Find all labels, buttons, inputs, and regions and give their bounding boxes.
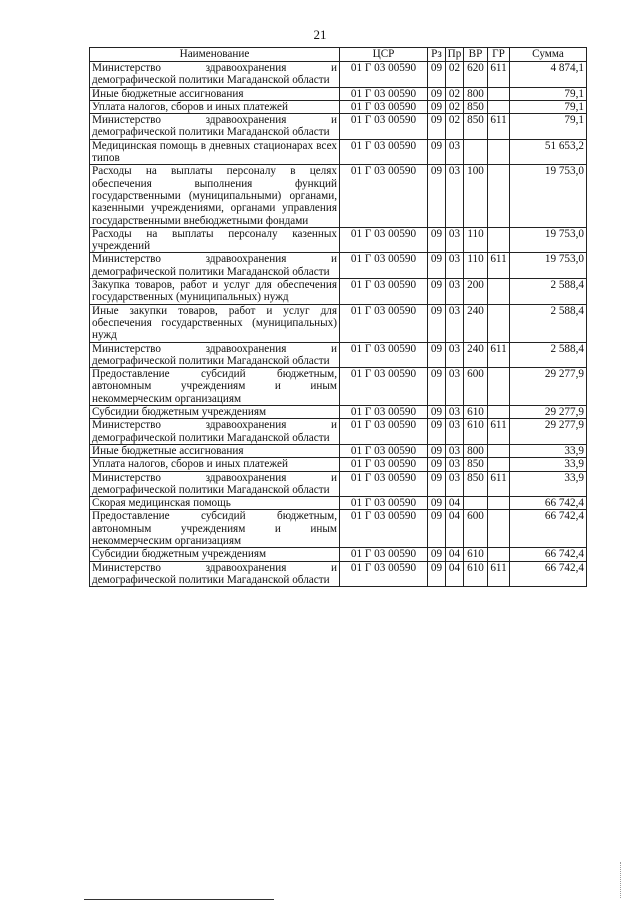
- cell-rz: 09: [428, 87, 446, 100]
- cell-name: Субсидии бюджетным учреждениям: [90, 548, 340, 561]
- cell-name: Субсидии бюджетным учреждениям: [90, 406, 340, 419]
- cell-rz: 09: [428, 419, 446, 445]
- cell-rz: 09: [428, 561, 446, 587]
- cell-csr: 01 Г 03 00590: [340, 139, 428, 165]
- cell-rz: 09: [428, 253, 446, 279]
- cell-gr: [488, 458, 510, 471]
- cell-sum: 19 753,0: [510, 253, 587, 279]
- cell-rz: 09: [428, 444, 446, 457]
- cell-vr: 600: [464, 368, 488, 406]
- header-pr: Пр: [446, 48, 464, 62]
- cell-gr: [488, 165, 510, 227]
- cell-rz: 09: [428, 279, 446, 305]
- cell-rz: 09: [428, 497, 446, 510]
- table-row: [90, 165, 587, 227]
- cell-sum: 79,1: [510, 87, 587, 100]
- cell-csr: 01 Г 03 00590: [340, 304, 428, 342]
- cell-rz: 09: [428, 548, 446, 561]
- cell-sum: 2 588,4: [510, 304, 587, 342]
- cell-csr: 01 Г 03 00590: [340, 548, 428, 561]
- cell-name: Министерство здравоохранения и демографической политики Магаданской области: [90, 342, 340, 368]
- cell-csr: 01 Г 03 00590: [340, 497, 428, 510]
- cell-pr: 03: [446, 419, 464, 445]
- cell-vr: 610: [464, 561, 488, 587]
- table-row: [90, 419, 587, 445]
- cell-gr: 611: [488, 471, 510, 497]
- header-gr: ГР: [488, 48, 510, 62]
- cell-gr: 611: [488, 253, 510, 279]
- table-row: [90, 253, 587, 279]
- cell-sum: 19 753,0: [510, 227, 587, 253]
- cell-sum: 79,1: [510, 114, 587, 140]
- header-name: Наименование: [90, 48, 340, 62]
- cell-csr: 01 Г 03 00590: [340, 342, 428, 368]
- table-row: [90, 100, 587, 113]
- footer-rule: [84, 899, 274, 900]
- cell-gr: [488, 227, 510, 253]
- cell-gr: 611: [488, 62, 510, 88]
- cell-csr: 01 Г 03 00590: [340, 114, 428, 140]
- cell-pr: 03: [446, 279, 464, 305]
- cell-vr: 800: [464, 87, 488, 100]
- table-row: [90, 406, 587, 419]
- table-row: [90, 458, 587, 471]
- cell-gr: [488, 548, 510, 561]
- cell-pr: 02: [446, 100, 464, 113]
- table-row: [90, 342, 587, 368]
- cell-pr: 03: [446, 227, 464, 253]
- header-csr: ЦСР: [340, 48, 428, 62]
- cell-pr: 03: [446, 165, 464, 227]
- cell-name: Министерство здравоохранения и демографической политики Магаданской области: [90, 253, 340, 279]
- cell-csr: 01 Г 03 00590: [340, 419, 428, 445]
- cell-name: Министерство здравоохранения и демографической политики Магаданской области: [90, 62, 340, 88]
- cell-pr: 03: [446, 444, 464, 457]
- cell-name: Уплата налогов, сборов и иных платежей: [90, 100, 340, 113]
- cell-name: Министерство здравоохранения и демографической политики Магаданской области: [90, 561, 340, 587]
- cell-vr: 240: [464, 342, 488, 368]
- cell-csr: 01 Г 03 00590: [340, 458, 428, 471]
- cell-sum: 51 653,2: [510, 139, 587, 165]
- cell-rz: 09: [428, 471, 446, 497]
- cell-pr: 03: [446, 471, 464, 497]
- cell-gr: [488, 304, 510, 342]
- cell-sum: 66 742,4: [510, 561, 587, 587]
- cell-csr: 01 Г 03 00590: [340, 165, 428, 227]
- cell-name: Предоставление субсидий бюджетным, автономным учреждениям и иным некоммерческим организациям: [90, 368, 340, 406]
- cell-pr: 04: [446, 497, 464, 510]
- table-row: [90, 548, 587, 561]
- header-rz: Рз: [428, 48, 446, 62]
- cell-name: Расходы на выплаты персоналу казенных учреждений: [90, 227, 340, 253]
- table-row: [90, 87, 587, 100]
- cell-name: Министерство здравоохранения и демографической политики Магаданской области: [90, 419, 340, 445]
- cell-gr: [488, 406, 510, 419]
- table-row: [90, 139, 587, 165]
- cell-pr: 03: [446, 458, 464, 471]
- cell-vr: 610: [464, 419, 488, 445]
- cell-pr: 03: [446, 368, 464, 406]
- cell-name: Иные закупки товаров, работ и услуг для обеспечения государственных (муниципальных) нужд: [90, 304, 340, 342]
- budget-table: [89, 47, 587, 587]
- cell-rz: 09: [428, 62, 446, 88]
- cell-gr: [488, 510, 510, 548]
- table-row: [90, 510, 587, 548]
- cell-rz: 09: [428, 342, 446, 368]
- cell-name: Уплата налогов, сборов и иных платежей: [90, 458, 340, 471]
- page-number: 21: [313, 27, 327, 42]
- cell-pr: 02: [446, 62, 464, 88]
- cell-vr: 110: [464, 253, 488, 279]
- cell-vr: 850: [464, 114, 488, 140]
- cell-vr: 110: [464, 227, 488, 253]
- cell-sum: 33,9: [510, 444, 587, 457]
- cell-sum: 33,9: [510, 458, 587, 471]
- cell-csr: 01 Г 03 00590: [340, 253, 428, 279]
- cell-gr: 611: [488, 561, 510, 587]
- cell-sum: 2 588,4: [510, 279, 587, 305]
- cell-name: Закупка товаров, работ и услуг для обеспечения государственных (муниципальных) нужд: [90, 279, 340, 305]
- cell-pr: 02: [446, 87, 464, 100]
- table-row: [90, 304, 587, 342]
- cell-csr: 01 Г 03 00590: [340, 510, 428, 548]
- table-header-row: [90, 48, 587, 62]
- cell-sum: 66 742,4: [510, 510, 587, 548]
- cell-gr: [488, 444, 510, 457]
- cell-vr: 620: [464, 62, 488, 88]
- cell-vr: 800: [464, 444, 488, 457]
- cell-name: Иные бюджетные ассигнования: [90, 87, 340, 100]
- cell-gr: [488, 279, 510, 305]
- cell-pr: 04: [446, 561, 464, 587]
- cell-rz: 09: [428, 139, 446, 165]
- cell-pr: 03: [446, 139, 464, 165]
- cell-vr: 610: [464, 406, 488, 419]
- table-row: [90, 279, 587, 305]
- cell-sum: 29 277,9: [510, 368, 587, 406]
- cell-csr: 01 Г 03 00590: [340, 471, 428, 497]
- cell-vr: 850: [464, 471, 488, 497]
- cell-sum: 33,9: [510, 471, 587, 497]
- cell-csr: 01 Г 03 00590: [340, 279, 428, 305]
- cell-sum: 66 742,4: [510, 497, 587, 510]
- table-row: [90, 62, 587, 88]
- cell-gr: 611: [488, 342, 510, 368]
- cell-sum: 4 874,1: [510, 62, 587, 88]
- cell-vr: 850: [464, 458, 488, 471]
- cell-sum: 79,1: [510, 100, 587, 113]
- cell-rz: 09: [428, 458, 446, 471]
- cell-csr: 01 Г 03 00590: [340, 444, 428, 457]
- cell-gr: [488, 139, 510, 165]
- table-row: [90, 227, 587, 253]
- cell-vr: 610: [464, 548, 488, 561]
- cell-csr: 01 Г 03 00590: [340, 406, 428, 419]
- cell-gr: [488, 368, 510, 406]
- cell-vr: 200: [464, 279, 488, 305]
- table-row: [90, 444, 587, 457]
- cell-gr: [488, 87, 510, 100]
- cell-rz: 09: [428, 368, 446, 406]
- cell-sum: 66 742,4: [510, 548, 587, 561]
- cell-vr: 100: [464, 165, 488, 227]
- cell-name: Медицинская помощь в дневных стационарах всех типов: [90, 139, 340, 165]
- margin-mark: [620, 862, 623, 898]
- cell-gr: 611: [488, 114, 510, 140]
- cell-pr: 04: [446, 548, 464, 561]
- cell-rz: 09: [428, 100, 446, 113]
- cell-rz: 09: [428, 406, 446, 419]
- cell-rz: 09: [428, 165, 446, 227]
- cell-vr: 240: [464, 304, 488, 342]
- cell-vr: [464, 139, 488, 165]
- cell-sum: 2 588,4: [510, 342, 587, 368]
- cell-pr: 03: [446, 342, 464, 368]
- cell-name: Скорая медицинская помощь: [90, 497, 340, 510]
- cell-pr: 03: [446, 304, 464, 342]
- cell-name: Иные бюджетные ассигнования: [90, 444, 340, 457]
- cell-name: Расходы на выплаты персоналу в целях обеспечения выполнения функций государственными (муниципальными) органами, казенными учреждениями, органами управления государственными внебюджетными фондами: [90, 165, 340, 227]
- cell-vr: [464, 497, 488, 510]
- cell-sum: 29 277,9: [510, 406, 587, 419]
- table-row: [90, 497, 587, 510]
- cell-gr: [488, 497, 510, 510]
- cell-pr: 03: [446, 406, 464, 419]
- cell-gr: [488, 100, 510, 113]
- cell-name: Министерство здравоохранения и демографической политики Магаданской области: [90, 471, 340, 497]
- table-row: [90, 368, 587, 406]
- cell-csr: 01 Г 03 00590: [340, 100, 428, 113]
- header-vr: ВР: [464, 48, 488, 62]
- cell-rz: 09: [428, 227, 446, 253]
- cell-pr: 04: [446, 510, 464, 548]
- table-row: [90, 114, 587, 140]
- cell-csr: 01 Г 03 00590: [340, 62, 428, 88]
- cell-csr: 01 Г 03 00590: [340, 368, 428, 406]
- cell-rz: 09: [428, 114, 446, 140]
- cell-sum: 29 277,9: [510, 419, 587, 445]
- cell-name: Предоставление субсидий бюджетным, автономным учреждениям и иным некоммерческим организациям: [90, 510, 340, 548]
- cell-csr: 01 Г 03 00590: [340, 561, 428, 587]
- table-row: [90, 561, 587, 587]
- cell-vr: 850: [464, 100, 488, 113]
- cell-rz: 09: [428, 304, 446, 342]
- cell-csr: 01 Г 03 00590: [340, 87, 428, 100]
- cell-pr: 03: [446, 253, 464, 279]
- cell-sum: 19 753,0: [510, 165, 587, 227]
- cell-rz: 09: [428, 510, 446, 548]
- cell-name: Министерство здравоохранения и демографической политики Магаданской области: [90, 114, 340, 140]
- header-sum: Сумма: [510, 48, 587, 62]
- table-row: [90, 471, 587, 497]
- cell-pr: 02: [446, 114, 464, 140]
- cell-csr: 01 Г 03 00590: [340, 227, 428, 253]
- cell-gr: 611: [488, 419, 510, 445]
- cell-vr: 600: [464, 510, 488, 548]
